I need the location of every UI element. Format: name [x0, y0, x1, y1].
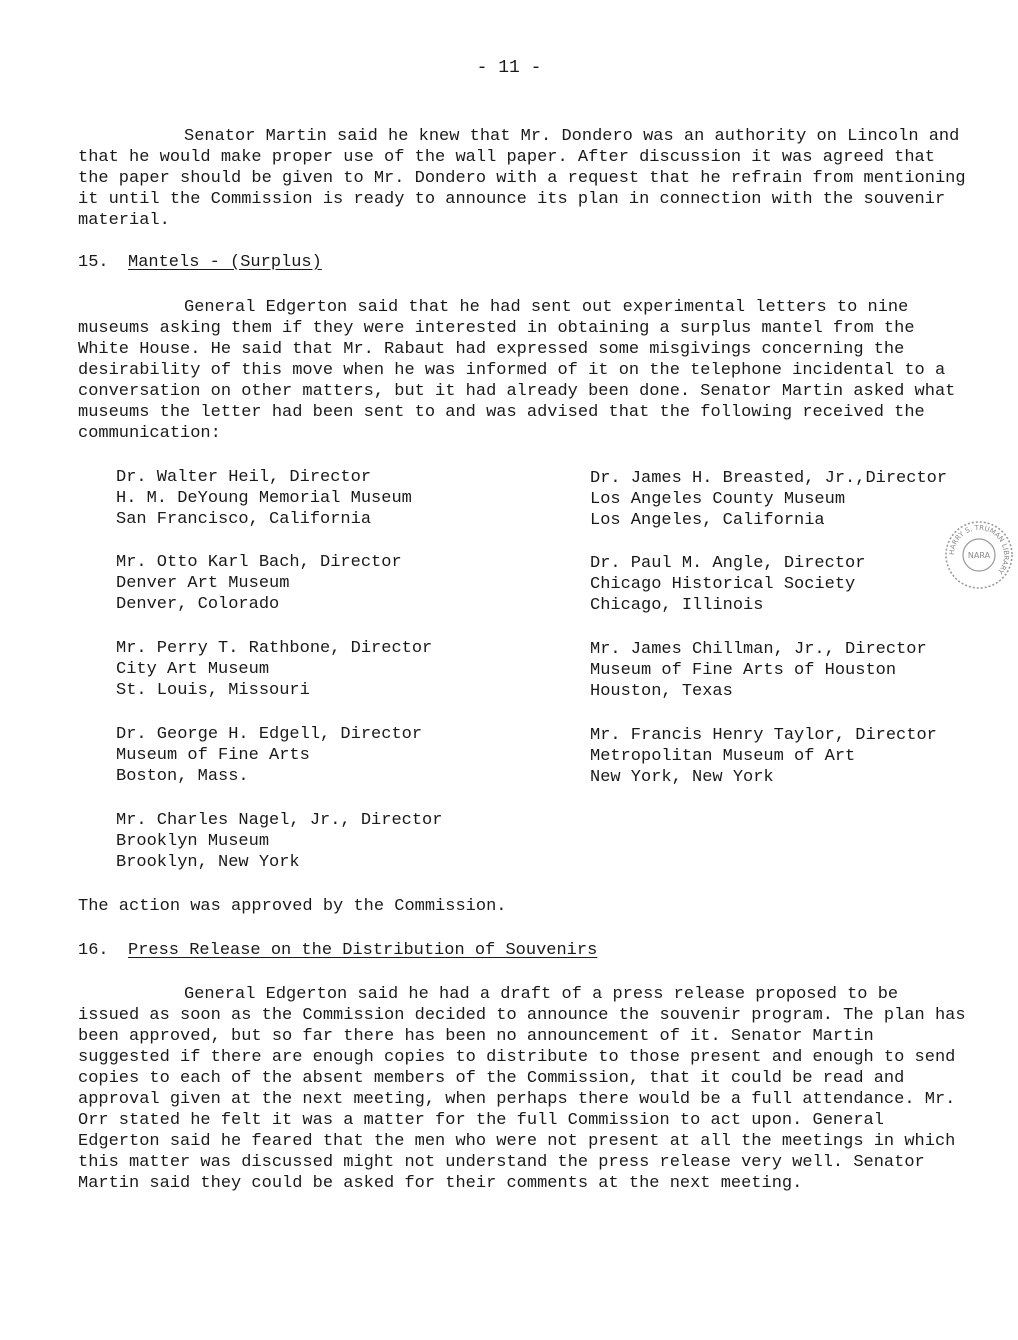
address-city: Brooklyn, New York	[116, 853, 300, 872]
paragraph-mantels	[78, 297, 968, 444]
address-block	[116, 724, 422, 787]
seal-inner-text: NARA	[967, 551, 991, 560]
section-number: 15.	[78, 253, 109, 272]
address-name: Dr. James H. Breasted, Jr.,Director	[590, 469, 948, 488]
address-block	[116, 638, 432, 701]
page-number: - 11 -	[476, 58, 542, 78]
address-city: Los Angeles, California	[590, 511, 825, 530]
address-block	[590, 639, 927, 702]
address-city: Houston, Texas	[590, 682, 733, 701]
address-block	[590, 725, 937, 788]
address-name: Mr. Perry T. Rathbone, Director	[116, 639, 433, 658]
address-city: Boston, Mass.	[116, 767, 249, 786]
section-16-heading	[78, 940, 597, 961]
section-number: 16.	[78, 941, 109, 960]
address-block	[116, 552, 402, 615]
address-name: Mr. James Chillman, Jr., Director	[590, 640, 927, 659]
address-city: New York, New York	[590, 768, 774, 787]
address-institution: City Art Museum	[116, 660, 270, 679]
section-15-heading	[78, 252, 322, 273]
address-name: Dr. Walter Heil, Director	[116, 468, 372, 487]
section-title: Press Release on the Distribution of Souvenirs	[128, 941, 598, 960]
address-name: Dr. Paul M. Angle, Director	[590, 554, 866, 573]
library-seal-stamp	[942, 518, 1016, 592]
seal-outer-text: HARRY S. TRUMAN LIBRARY	[947, 523, 1011, 576]
address-name: Dr. George H. Edgell, Director	[116, 725, 423, 744]
address-city: Denver, Colorado	[116, 595, 280, 614]
address-name: Mr. Charles Nagel, Jr., Director	[116, 811, 443, 830]
address-institution: Brooklyn Museum	[116, 832, 270, 851]
approval-statement: The action was approved by the Commission.	[78, 897, 507, 916]
address-name: Mr. Francis Henry Taylor, Director	[590, 726, 937, 745]
paragraph-press-release	[78, 984, 968, 1194]
paragraph-text: General Edgerton said that he had sent out experimental letters to nine museums asking them if they were interested in obtaining a surplus mantel from the White House. He said that Mr. Rabaut had expressed some misgivings concerning the desirability of this move when he was informed of it on the telephone incidental to a conversation on other matters, but it had already been done. Senator Martin asked what museums the letter had been sent to and was advised that the following received the communication:	[78, 298, 956, 443]
address-block	[116, 467, 412, 530]
address-block	[590, 468, 947, 531]
address-city: St. Louis, Missouri	[116, 681, 310, 700]
address-institution: Los Angeles County Museum	[590, 490, 846, 509]
address-institution: H. M. DeYoung Memorial Museum	[116, 489, 412, 508]
address-institution: Chicago Historical Society	[590, 575, 856, 594]
address-city: Chicago, Illinois	[590, 596, 764, 615]
address-name: Mr. Otto Karl Bach, Director	[116, 553, 402, 572]
paragraph-text: Senator Martin said he knew that Mr. Dondero was an authority on Lincoln and that he would make proper use of the wall paper. After discussion it was agreed that the paper should be given to Mr. Dondero with a request that he refrain from mentioning it until the Commission is ready to announce its plan in connection with the souvenir material.	[78, 127, 966, 230]
address-institution: Museum of Fine Arts of Houston	[590, 661, 897, 680]
address-institution: Metropolitan Museum of Art	[590, 747, 856, 766]
paragraph-text: General Edgerton said he had a draft of a press release proposed to be issued as soon as the Commission decided to announce the souvenir program. The plan has been approved, but so far there has been no announcement of it. Senator Martin suggested if there are enough copies to distribute to those present and enough to send copies to each of the absent members of the Commission, that it could be read and approval given at the next meeting, when perhaps there would be a full attendance. Mr. Orr stated he felt it was a matter for the full Commission to act upon. General Edgerton said he feared that the men who were not present at all the meetings in which this matter was discussed might not understand the press release very well. Senator Martin said they could be asked for their comments at the next meeting.	[78, 985, 966, 1193]
address-institution: Museum of Fine Arts	[116, 746, 310, 765]
address-block	[590, 553, 865, 616]
address-institution: Denver Art Museum	[116, 574, 290, 593]
paragraph-wall-paper	[78, 126, 968, 231]
address-city: San Francisco, California	[116, 510, 372, 529]
address-block	[116, 810, 442, 873]
section-title: Mantels - (Surplus)	[128, 253, 322, 272]
